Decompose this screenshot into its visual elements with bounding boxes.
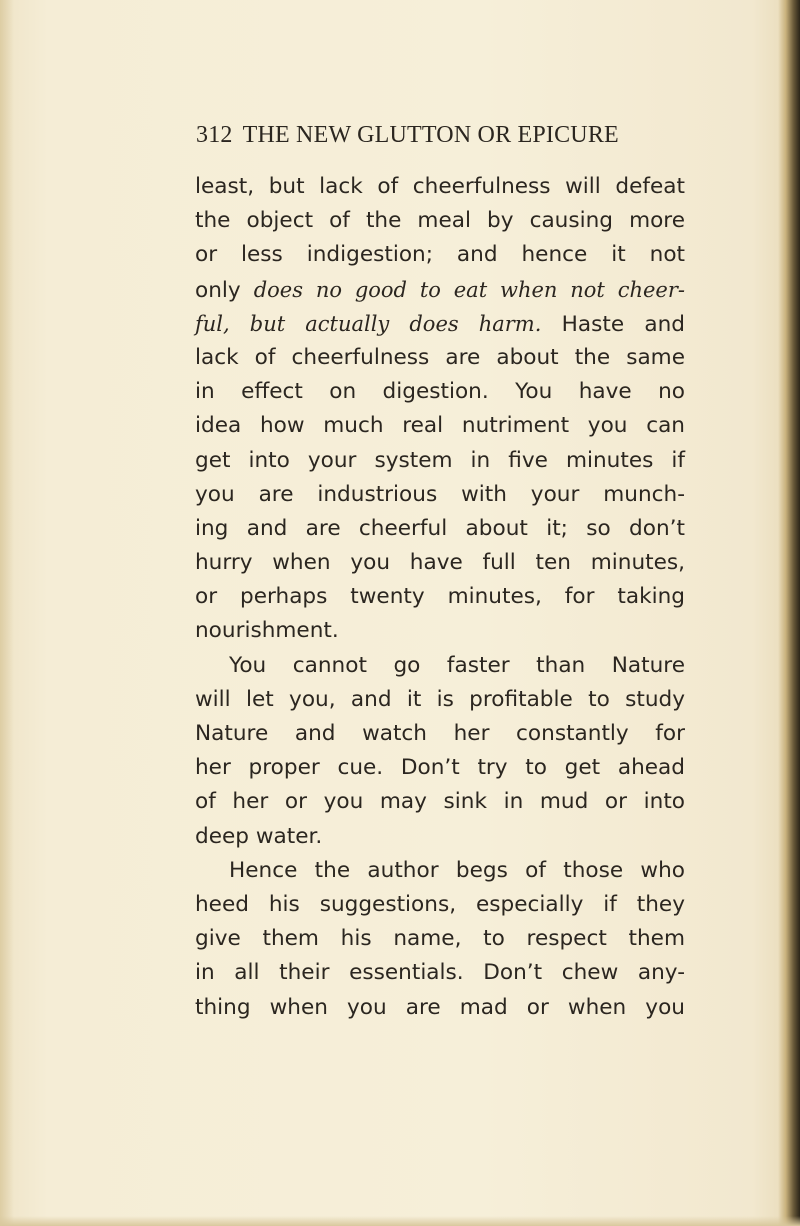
text-segment: deep water. [195, 823, 323, 849]
text-segment: will let you, and it is profitable to study [195, 686, 685, 712]
text-line [195, 991, 685, 1025]
text-line [195, 580, 685, 614]
text-line [195, 751, 685, 785]
running-title: THE NEW GLUTTON OR EPICURE [242, 122, 619, 148]
page-number: 312 [196, 122, 233, 148]
text-segment: lack of cheerfulness are about the same [195, 344, 685, 370]
text-segment: give them his name, to respect them [195, 926, 685, 952]
text-line [195, 238, 685, 272]
text-line [195, 409, 685, 443]
text-segment: the object of the meal by causing more [195, 208, 685, 234]
text-segment: ing and are cheerful about it; so don’t [195, 515, 685, 541]
text-line [195, 649, 685, 683]
text-line [195, 341, 685, 375]
text-segment: Hence the author begs of those who [229, 857, 685, 883]
text-line [195, 512, 685, 546]
text-line [195, 956, 685, 990]
text-line [195, 375, 685, 409]
page-right-edge [778, 0, 800, 1226]
text-segment: you are industrious with your munch- [195, 481, 685, 507]
text-segment: least, but lack of cheerfulness will defeat [195, 174, 685, 199]
text-line [195, 546, 685, 580]
page-bottom-edge [0, 1216, 800, 1226]
body-text [195, 170, 685, 1025]
italic-text: ful, but actually does harm. [195, 311, 542, 336]
text-segment: or perhaps twenty minutes, for taking [195, 584, 685, 610]
text-line [195, 273, 685, 307]
page-left-edge [0, 0, 14, 1226]
text-line [195, 888, 685, 922]
text-line [195, 204, 685, 238]
text-segment: in all their essentials. Don’t chew any- [195, 960, 685, 986]
text-segment: Haste and [541, 311, 685, 337]
running-header [196, 122, 666, 149]
text-line [195, 854, 685, 888]
text-segment: idea how much real nutriment you can [195, 413, 685, 439]
text-segment: of her or you may sink in mud or into [195, 789, 685, 815]
text-segment: thing when you are mad or when you [195, 994, 685, 1020]
italic-text: does no good to eat when not cheer- [253, 277, 685, 302]
text-line [195, 683, 685, 717]
text-segment: Nature and watch her constantly for [195, 721, 685, 746]
text-line [195, 922, 685, 956]
text-line [195, 614, 685, 648]
text-segment: hurry when you have full ten minutes, [195, 550, 685, 576]
text-line [195, 307, 685, 341]
text-line [195, 785, 685, 819]
text-segment: heed his suggestions, especially if they [195, 891, 685, 917]
text-segment: nourishment. [195, 618, 339, 644]
text-line [195, 444, 685, 478]
text-segment: only [195, 277, 254, 303]
text-segment: her proper cue. Don’t try to get ahead [195, 755, 685, 781]
text-segment: You cannot go faster than Nature [229, 652, 685, 678]
text-line [195, 478, 685, 512]
text-line [195, 717, 685, 751]
text-segment: or less indigestion; and hence it not [195, 242, 685, 268]
text-segment: in effect on digestion. You have no [195, 379, 685, 405]
text-line [195, 820, 685, 854]
text-segment: get into your system in five minutes if [195, 447, 685, 473]
text-line [195, 170, 685, 204]
